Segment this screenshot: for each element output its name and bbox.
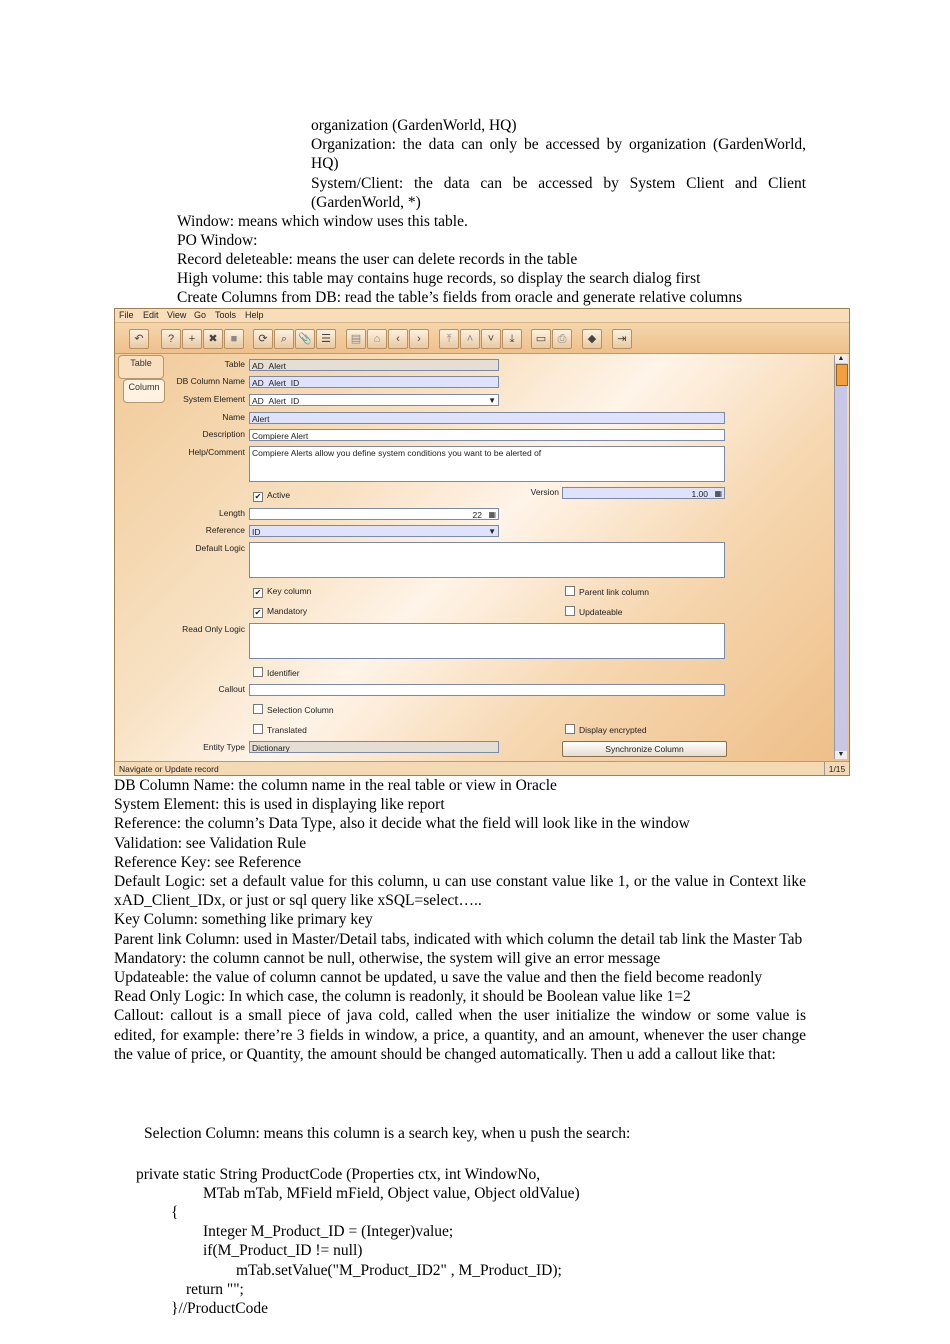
help-comment-textarea[interactable]: Compiere Alerts allow you define system conditions you want to be alerted of xyxy=(249,446,725,482)
reference-value: ID xyxy=(252,527,261,537)
home-icon[interactable]: ⌂ xyxy=(367,329,387,349)
find-icon[interactable]: ⌕ xyxy=(274,329,294,349)
menu-file[interactable]: File xyxy=(119,310,134,320)
delete-icon[interactable]: ✖ xyxy=(203,329,223,349)
new-record-icon[interactable]: + xyxy=(182,329,202,349)
menu-go[interactable]: Go xyxy=(194,310,207,320)
text-paragraph: System/Client: the data can be accessed by System Client and Client (GardenWorld, *) xyxy=(311,175,806,212)
help-comment-label: Help/Comment xyxy=(188,447,245,457)
paragraph: Read Only Logic: In which case, the column is readonly, it should be Boolean value like 1=2 xyxy=(114,988,691,1006)
status-text: Navigate or Update record xyxy=(119,764,219,774)
mandatory-checkbox[interactable]: ✔ Mandatory xyxy=(254,606,308,617)
description-input[interactable]: Compiere Alert xyxy=(249,429,725,441)
scroll-up-icon[interactable]: ▲ xyxy=(835,355,847,363)
chevron-down-icon: ▼ xyxy=(488,396,496,405)
menu-bar xyxy=(115,309,849,323)
check-icon: ✔ xyxy=(254,608,262,617)
key-column-checkbox[interactable]: ✔ Key column xyxy=(254,586,312,597)
menu-tools[interactable]: Tools xyxy=(215,310,237,320)
version-label: Version xyxy=(530,487,559,497)
paragraph: Mandatory: the column cannot be null, otherwise, the system will give an error message xyxy=(114,949,661,967)
paragraph: Reference: the column’s Data Type, also it decide what the field will look like in the window xyxy=(114,815,690,833)
default-logic-textarea[interactable] xyxy=(249,542,725,578)
chevron-down-icon: ▼ xyxy=(488,527,496,536)
text-line: High volume: this table may contains huge records, so display the search dialog first xyxy=(177,270,701,287)
body-text xyxy=(114,776,806,1064)
history-icon[interactable]: ▤ xyxy=(346,329,366,349)
scroll-thumb[interactable] xyxy=(836,364,848,386)
calculator-icon[interactable]: ▦ xyxy=(488,510,496,519)
attachment-icon[interactable]: 📎 xyxy=(295,329,315,349)
selection-column-checkbox[interactable]: Selection Column xyxy=(253,704,334,715)
grid-toggle-icon[interactable]: ☰ xyxy=(316,329,336,349)
paragraph: Updateable: the value of column cannot be updated, u save the value and then the field become readonly xyxy=(114,969,763,987)
updateable-checkbox[interactable]: Updateable xyxy=(565,606,622,617)
table-field: AD_Alert xyxy=(249,359,499,371)
code-line: if(M_Product_ID != null) xyxy=(203,1242,363,1259)
paragraph: Reference Key: see Reference xyxy=(114,853,302,871)
name-input[interactable]: Alert xyxy=(249,412,725,424)
record-count[interactable]: 1/15 xyxy=(824,762,849,776)
text-line: PO Window: xyxy=(177,232,258,249)
status-bar xyxy=(115,761,849,776)
paragraph: DB Column Name: the column name in the real table or view in Oracle xyxy=(114,777,557,794)
paragraph: Parent link Column: used in Master/Detail tabs, indicated with which column the detail tab link the Master Tab xyxy=(114,930,803,948)
parent-link-checkbox[interactable]: Parent link column xyxy=(565,586,649,597)
display-encrypted-checkbox[interactable]: Display encrypted xyxy=(565,724,647,735)
entity-type-label: Entity Type xyxy=(203,742,245,752)
read-only-logic-textarea[interactable] xyxy=(249,623,725,659)
column-window-screenshot xyxy=(114,308,850,776)
code-line: }//ProductCode xyxy=(171,1300,268,1317)
identifier-checkbox[interactable]: Identifier xyxy=(253,667,300,678)
tab-column[interactable]: Column xyxy=(123,379,165,403)
default-logic-label: Default Logic xyxy=(195,543,245,553)
help-icon[interactable]: ? xyxy=(161,329,181,349)
version-input[interactable] xyxy=(562,487,725,499)
product-info-icon[interactable]: ◆ xyxy=(582,329,602,349)
version-value: 1.00 xyxy=(691,489,708,499)
exit-icon[interactable]: ⇥ xyxy=(612,329,632,349)
vertical-scrollbar[interactable] xyxy=(834,355,847,759)
code-line: mTab.setValue("M_Product_ID2" , M_Product_ID); xyxy=(236,1262,562,1279)
selection-column-line: Selection Column: means this column is a search key, when u push the search: xyxy=(144,1125,631,1142)
refresh-icon[interactable]: ⟳ xyxy=(253,329,273,349)
print-icon[interactable]: ⎙ xyxy=(552,329,572,349)
length-label: Length xyxy=(219,508,245,518)
code-line: return ""; xyxy=(186,1281,244,1298)
text-line: Record deleteable: means the user can delete records in the table xyxy=(177,251,578,268)
paragraph: Callout: callout is a small piece of java cold, called when the user initialize the window or some value is edited, for example: there’re 3 fields in window, a price, a quantity, and an amount, whenever the user change the value of price, or Quantity, the amount should be changed automatically. Then u add a callout like that: xyxy=(114,1007,806,1063)
system-element-label: System Element xyxy=(183,394,245,404)
code-line: { xyxy=(171,1204,179,1221)
db-column-name-label: DB Column Name xyxy=(176,376,245,386)
description-label: Description xyxy=(202,429,245,439)
undo-icon[interactable]: ↶ xyxy=(129,329,149,349)
check-icon: ✔ xyxy=(254,588,262,597)
synchronize-column-button[interactable]: Synchronize Column xyxy=(562,741,727,757)
calculator-icon[interactable]: ▦ xyxy=(714,489,722,498)
scroll-down-icon[interactable]: ▼ xyxy=(835,751,847,759)
callout-input[interactable] xyxy=(249,684,725,696)
reference-label: Reference xyxy=(205,525,245,535)
menu-edit[interactable]: Edit xyxy=(143,310,159,320)
text-paragraph: Organization: the data can only be accessed by organization (GardenWorld, HQ) xyxy=(311,136,806,173)
paragraph: System Element: this is used in displaying like report xyxy=(114,796,445,814)
save-icon[interactable]: ■ xyxy=(224,329,244,349)
detail-icon[interactable]: › xyxy=(409,329,429,349)
paragraph: Default Logic: set a default value for this column, u can use constant value like 1, or the value in Context like xAD_Client_IDx, or just or sql query like xSQL=select….. xyxy=(114,873,806,910)
parent-icon[interactable]: ‹ xyxy=(388,329,408,349)
text-line: Window: means which window uses this table. xyxy=(177,213,468,230)
db-column-name-input[interactable]: AD_Alert_ID xyxy=(249,376,499,388)
name-label: Name xyxy=(222,412,245,422)
toolbar xyxy=(115,323,849,354)
code-line: private static String ProductCode (Properties ctx, int WindowNo, xyxy=(136,1166,541,1183)
table-label: Table xyxy=(224,359,245,369)
paragraph: Key Column: something like primary key xyxy=(114,911,373,929)
menu-view[interactable]: View xyxy=(167,310,187,320)
entity-type-field: Dictionary xyxy=(249,741,499,753)
tab-table[interactable]: Table xyxy=(118,355,164,379)
next-record-icon[interactable]: ˅ xyxy=(481,329,501,349)
check-icon: ✔ xyxy=(254,492,262,501)
reference-select[interactable] xyxy=(249,525,499,537)
callout-label: Callout xyxy=(218,684,245,694)
length-value: 22 xyxy=(472,510,482,520)
first-record-icon[interactable]: ⤒ xyxy=(439,329,459,349)
system-element-select[interactable] xyxy=(249,394,499,406)
previous-record-icon[interactable]: ˄ xyxy=(460,329,480,349)
menu-help[interactable]: Help xyxy=(245,310,264,320)
system-element-value: AD_Alert_ID xyxy=(252,396,300,406)
paragraph: Validation: see Validation Rule xyxy=(114,834,307,852)
read-only-logic-label: Read Only Logic xyxy=(182,624,245,634)
report-icon[interactable]: ▭ xyxy=(531,329,551,349)
code-line: MTab mTab, MField mField, Object value, Object oldValue) xyxy=(203,1185,580,1202)
length-input[interactable] xyxy=(249,508,499,520)
text-line: Create Columns from DB: read the table’s fields from oracle and generate relative columns xyxy=(177,289,743,306)
code-line: Integer M_Product_ID = (Integer)value; xyxy=(203,1223,454,1240)
last-record-icon[interactable]: ⤓ xyxy=(502,329,522,349)
active-checkbox[interactable]: ✔ Active xyxy=(254,490,291,501)
text-line: organization (GardenWorld, HQ) xyxy=(311,117,517,134)
translated-checkbox[interactable]: Translated xyxy=(253,724,307,735)
